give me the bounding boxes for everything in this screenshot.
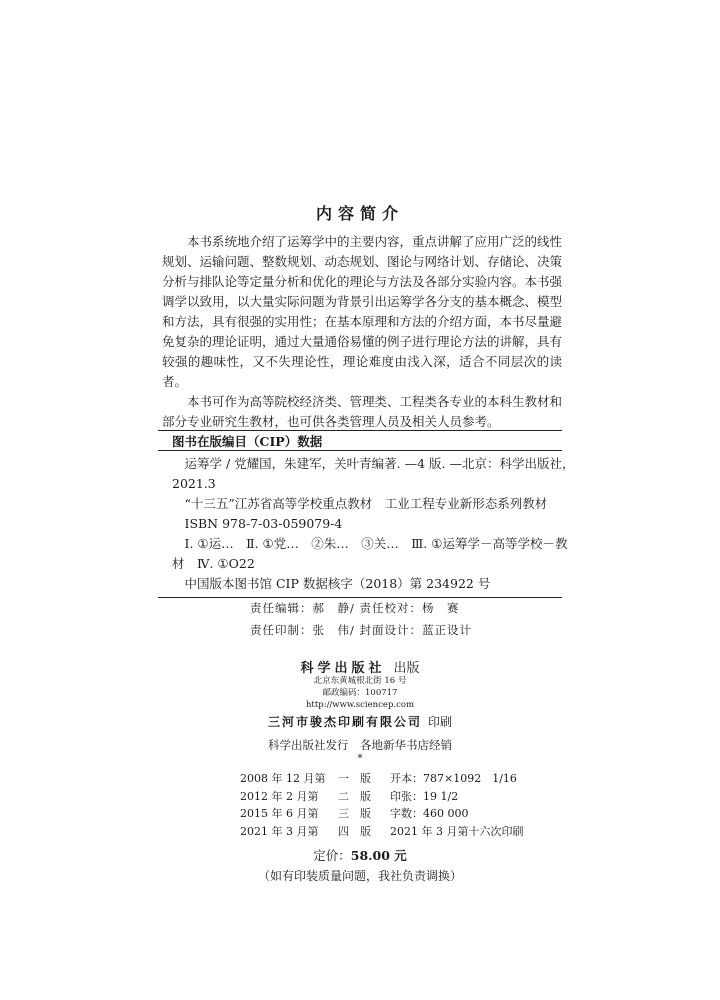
publisher-action: 出版 xyxy=(393,661,420,676)
edition-number: 二 版 xyxy=(338,789,371,803)
price-amount: 58.00 元 xyxy=(350,848,407,863)
summary-title: 内容简介 xyxy=(315,204,404,223)
printer-line xyxy=(0,713,720,730)
edition-number: 一 版 xyxy=(338,772,371,785)
cip-line: 运筹学 / 党耀国，朱建军，关叶青编著. —4 版. —北京：科学出版社， xyxy=(184,456,575,471)
cip-bottom-rule xyxy=(158,597,562,598)
edition-row xyxy=(240,788,523,806)
return-note: （如有印装质量问题，我社负责调换） xyxy=(257,869,462,883)
edition-info: 开本：787×1092 1/16 xyxy=(390,772,517,785)
printer-name: 三河市骏杰印刷有限公司 xyxy=(267,715,422,729)
cip-line: “十三五”江苏省高等学校重点教材 工业工程专业新形态系列教材 xyxy=(184,496,548,511)
publisher-address: 北京东黄城根北街 16 号 xyxy=(313,676,407,686)
printer-action: 印刷 xyxy=(428,715,453,729)
edition-info: 印张：19 1/2 xyxy=(390,789,459,803)
edition-row xyxy=(240,770,523,788)
publisher-name: 科学出版社 xyxy=(300,661,386,676)
price-label: 定价： xyxy=(313,848,351,863)
cip-line: 材 Ⅳ. ①O22 xyxy=(172,556,255,571)
edition-date: 2015 年 6 月第 xyxy=(240,807,319,820)
edition-row xyxy=(240,823,523,841)
publisher-line xyxy=(0,657,720,676)
edition-info: 2021 年 3 月第十六次印刷 xyxy=(390,824,524,838)
edition-row xyxy=(240,805,523,823)
publisher-postcode: 邮政编码：100717 xyxy=(322,688,398,698)
edition-number: 四 版 xyxy=(338,824,371,838)
edition-date: 2021 年 3 月第 xyxy=(240,824,319,838)
cip-heading: 图书在版编目（CIP）数据 xyxy=(172,434,323,449)
summary-paragraph: 本书可作为高等院校经济类、管理类、工程类各专业的本科生教材和部分专业研究生教材，也可供各类管理人员及相关人员参考。 xyxy=(162,394,563,429)
cip-line: ISBN 978-7-03-059079-4 xyxy=(184,516,343,531)
distribution-line: 科学出版社发行 各地新华书店经销 xyxy=(268,738,452,752)
cip-mid-rule xyxy=(158,450,562,451)
edition-number: 三 版 xyxy=(338,807,371,820)
editor-credits: 责任编辑：郝 静/ 责任校对：杨 赛 xyxy=(250,601,460,615)
edition-date: 2008 年 12 月第 xyxy=(240,772,326,785)
price-line xyxy=(0,846,720,864)
cip-block xyxy=(172,454,575,594)
summary-body xyxy=(162,232,562,432)
production-credits: 责任印制：张 伟/ 封面设计：蓝正设计 xyxy=(250,623,473,637)
summary-paragraph: 本书系统地介绍了运筹学中的主要内容，重点讲解了应用广泛的线性规划、运输问题、整数规划、动态规划、图论与网络计划、存储论、决策分析与排队论等定量分析和优化的理论与方法及各部分实验内容。本书强调学以致用，以大量实际问题为背景引出运筹学各分支的基本概念、模型和方法，具有很强的实用性；在基本原理和方法的介绍方面，本书尽量避免复杂的理论证明，通过大量通俗易懂的例子进行理论方法的讲解，具有较强的趣味性，又不失理论性，理论难度由浅入深，适合不同层次的读者。 xyxy=(162,234,563,389)
cip-line: Ⅰ. ①运… Ⅱ. ①党… ②朱… ③关… Ⅲ. ①运筹学－高等学校－教 xyxy=(184,536,568,551)
cip-record-number: 中国版本图书馆 CIP 数据核字（2018）第 234922 号 xyxy=(184,576,491,591)
edition-date: 2012 年 2 月第 xyxy=(240,789,319,803)
edition-table xyxy=(240,770,523,840)
publisher-website: http://www.sciencep.com xyxy=(305,700,415,710)
cip-line: 2021.3 xyxy=(172,476,216,491)
cip-top-rule xyxy=(158,430,562,431)
edition-info: 字数：460 000 xyxy=(390,807,469,820)
separator-star: * xyxy=(357,753,363,764)
